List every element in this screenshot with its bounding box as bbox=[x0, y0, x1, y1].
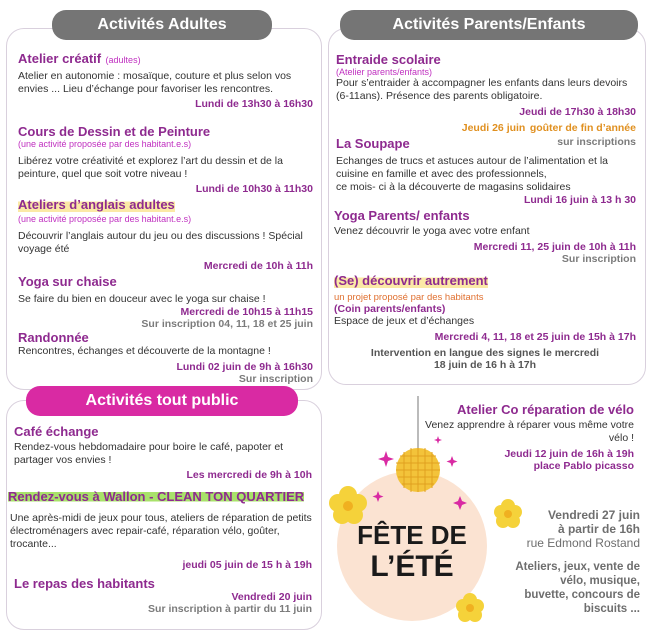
item-desc: Se faire du bien en douceur avec le yoga sur chaise ! bbox=[18, 293, 266, 305]
parents-item-3 bbox=[334, 208, 636, 265]
item-when: Mercredi de 10h à 11h bbox=[203, 260, 313, 272]
item-desc: Venez découvrir le yoga avec votre enfant bbox=[334, 225, 530, 237]
item-title: Café échange bbox=[14, 424, 99, 439]
item-when: Mercredi de 10h15 à 11h15 bbox=[180, 306, 313, 318]
adults-item-1 bbox=[18, 50, 313, 110]
bike-title: Atelier Co réparation de vélo bbox=[457, 402, 634, 417]
item-title: Atelier créatif bbox=[18, 51, 102, 66]
item-subtitle-2: (Coin parents/enfants) bbox=[334, 303, 446, 315]
adults-header: Activités Adultes bbox=[52, 10, 272, 40]
parents-item-4 bbox=[334, 272, 636, 371]
item-subtitle: (une activité proposée par des habitant.e.s) bbox=[18, 139, 192, 149]
item-note: Sur inscription 04, 11, 18 et 25 juin bbox=[141, 318, 313, 330]
bike-when: Jeudi 12 juin de 16h à 19h bbox=[504, 448, 634, 460]
item-when: Les mercredi de 9h à 10h bbox=[186, 469, 312, 481]
item-when: Lundi de 10h30 à 11h30 bbox=[195, 183, 313, 195]
public-header: Activités tout public bbox=[26, 386, 298, 416]
item-desc: Pour s’entraider à accompagner les enfants dans leurs devoirs (6-11ans). Présence des parents obligatoire. bbox=[336, 77, 628, 102]
item-when: Jeudi de 17h30 à 18h30 bbox=[519, 106, 636, 118]
item-desc-2: ce mois- ci à la découverte de magasins solidaires bbox=[336, 181, 571, 193]
item-note: sur inscriptions bbox=[557, 136, 636, 148]
item-note: Sur inscription à partir du 11 juin bbox=[148, 603, 312, 615]
public-item-3 bbox=[14, 576, 312, 615]
public-item-1 bbox=[14, 424, 312, 481]
adults-item-2 bbox=[18, 124, 313, 195]
item-note-2: 18 juin de 16 h à 17h bbox=[433, 359, 537, 371]
fete-info bbox=[496, 508, 640, 550]
item-when: Mercredi 11, 25 juin de 10h à 11h bbox=[473, 241, 636, 253]
item-subtitle: (une activité proposée par des habitant.e.s) bbox=[18, 214, 192, 224]
item-desc: Echanges de trucs et astuces autour de l’alimentation et la cuisine en famille et avec des professionnels, bbox=[336, 155, 608, 180]
item-desc: Rendez-vous hebdomadaire pour boire le café, papoter et partager vos envies ! bbox=[14, 441, 284, 466]
item-title: Yoga sur chaise bbox=[18, 274, 117, 289]
item-extra-date: Jeudi 26 juin bbox=[461, 122, 526, 134]
bike-place: place Pablo picasso bbox=[533, 460, 634, 472]
parents-item-2 bbox=[336, 136, 636, 206]
parents-header: Activités Parents/Enfants bbox=[340, 10, 638, 40]
adults-item-5 bbox=[18, 330, 313, 385]
item-when: Mercredi 4, 11, 18 et 25 juin de 15h à 17h bbox=[434, 331, 636, 343]
item-title: Rendez-vous à Wallon - CLEAN TON QUARTIER bbox=[8, 489, 305, 504]
item-subtitle: un projet proposé par des habitants bbox=[334, 292, 484, 303]
item-desc: Une après-midi de jeux pour tous, ateliers de réparation de petits électroménagers avec repair-café, réparation vélo, goûter, trocante... bbox=[10, 512, 312, 550]
item-title: Entraide scolaire bbox=[336, 52, 441, 67]
fete-date: Vendredi 27 juin bbox=[547, 508, 640, 522]
parents-item-1 bbox=[336, 52, 636, 148]
adults-item-3 bbox=[10, 196, 313, 272]
item-title: Ateliers d’anglais adultes bbox=[18, 197, 175, 212]
fete-logo-line2: L’ÉTÉ bbox=[370, 550, 454, 583]
item-subtitle: (Atelier parents/enfants) bbox=[336, 67, 433, 77]
item-title: Yoga Parents/ enfants bbox=[334, 208, 470, 223]
item-title: Cours de Dessin et de Peinture bbox=[18, 124, 211, 139]
item-title: Randonnée bbox=[18, 330, 89, 345]
fete-street: rue Edmond Rostand bbox=[526, 536, 640, 550]
item-desc: Espace de jeux et d’échanges bbox=[334, 315, 475, 327]
fete-time: à partir de 16h bbox=[557, 522, 640, 536]
item-desc: Découvrir l’anglais autour du jeu ou des discussions ! Spécial voyage été bbox=[18, 230, 303, 255]
item-when: Lundi 02 juin de 9h à 16h30 bbox=[176, 361, 313, 373]
item-note: Sur inscription bbox=[238, 373, 313, 385]
item-when: Vendredi 20 juin bbox=[231, 591, 312, 603]
item-title: Le repas des habitants bbox=[14, 576, 155, 591]
item-when: Lundi de 13h30 à 16h30 bbox=[195, 98, 313, 110]
item-desc: Libérez votre créativité et explorez l’art du dessin et de la peinture, quel que soit votre niveau ! bbox=[18, 155, 283, 180]
item-title: La Soupape bbox=[336, 136, 410, 151]
fete-program: Ateliers, jeux, vente de vélo, musique, buvette, concours de biscuits ... bbox=[515, 561, 640, 615]
item-when: jeudi 05 juin de 15 h à 19h bbox=[182, 559, 312, 571]
item-title-note: (adultes) bbox=[105, 55, 141, 65]
item-when: Lundi 16 juin à 13 h 30 bbox=[523, 194, 636, 206]
item-title: (Se) découvrir autrement bbox=[334, 273, 488, 288]
bike-desc: Venez apprendre à réparer vous même votre vélo ! bbox=[425, 419, 634, 444]
fete-logo-line1: FÊTE DE bbox=[357, 520, 467, 550]
disco-ball-icon bbox=[396, 448, 440, 492]
item-extra-text: goûter de fin d’année bbox=[529, 122, 636, 134]
item-desc: Atelier en autonomie : mosaïque, couture et plus selon vos envies ... Lieu d’échange pour favoriser les rencontres. bbox=[18, 70, 292, 95]
adults-item-4 bbox=[18, 274, 313, 330]
item-note: Sur inscription bbox=[561, 253, 636, 265]
item-desc: Rencontres, échanges et découverte de la montagne ! bbox=[18, 345, 271, 357]
item-note: Intervention en langue des signes le mercredi bbox=[370, 347, 600, 359]
public-item-2 bbox=[8, 488, 312, 571]
